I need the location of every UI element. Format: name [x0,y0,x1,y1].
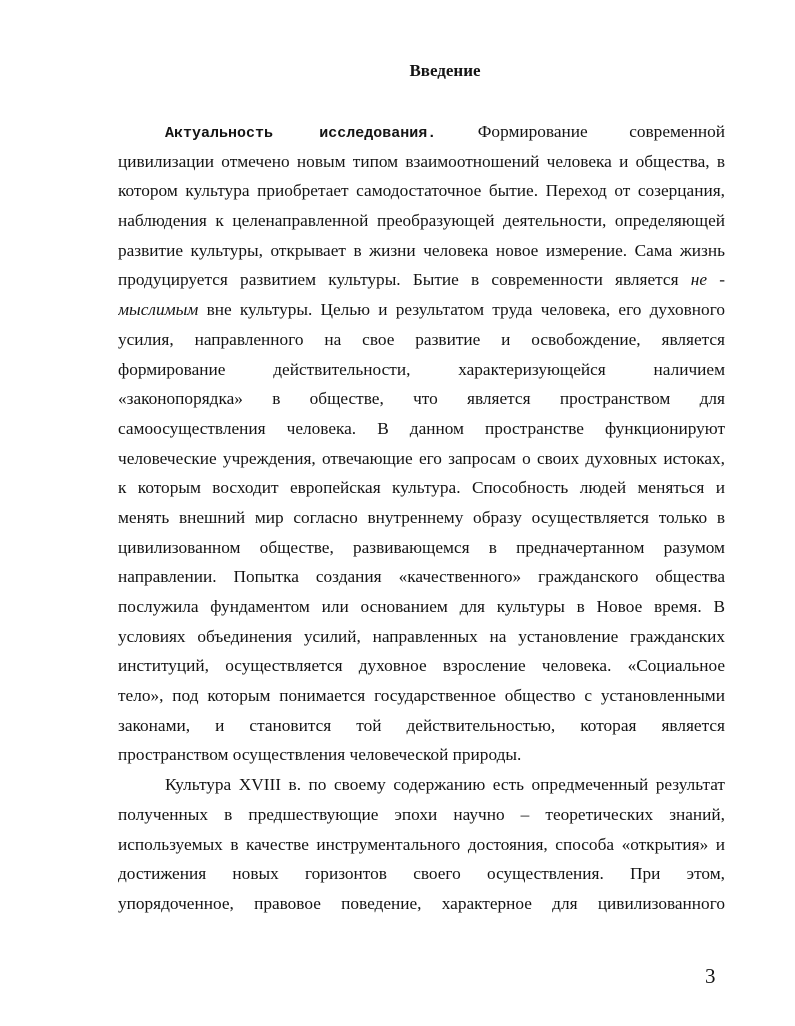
text-line: котором культура приобретает самодостаточное бытие. Переход от созерцания, [118,181,725,201]
text-line: наблюдения к целенаправленной преобразующей деятельности, определяющей [118,211,725,231]
italic-phrase: не - [690,270,725,290]
text-line: условиях объединения усилий, направленных на установление гражданских [118,626,725,646]
text-line: формирование действительности, характеризующейся наличием [118,359,725,379]
text-line: послужила фундаментом или основанием для культуры в Новое время. В [118,597,725,616]
text-line: к которым восходит европейская культура. Способность людей меняться и [118,478,725,498]
text-line: «законопорядка» в обществе, что является пространством для [118,389,725,409]
text-line: цивилизованном обществе, развивающемся в предначертанном разумом [118,537,725,557]
text-line: упорядоченное, правовое поведение, характерное для цивилизованного [118,893,725,913]
text-line: менять внешний мир согласно внутреннему образу осуществляется только в [118,507,725,527]
text-line: человеческие учреждения, отвечающие его запросам о своих духовных истоках, [118,448,725,468]
text-line: развитие культуры, открывает в жизни человека новое измерение. Сама жизнь [118,240,725,260]
text-line: законами, и становится той действительностью, которая является [118,715,725,735]
text-line: пространством осуществления человеческой природы. [118,745,522,765]
text-line: усилия, направленного на свое развитие и освобождение, является [118,329,725,349]
text-line: используемых в качестве инструментального достояния, способа «открытия» и [118,834,725,854]
text-line: самоосуществления человека. В данном пространстве функционируют [118,418,725,438]
text-line: достижения новых горизонтов своего осуществления. При этом, [118,864,725,884]
text-line: мыслимым вне культуры. Целью и результатом труда человека, его духовного [118,300,725,320]
text-line: направлении. Попытка создания «качественного» гражданского общества [118,567,725,587]
text-line: Культура XVIII в. по своему содержанию есть опредмеченный результат [165,775,725,795]
text-line: институций, осуществляется духовное взросление человека. «Социальное [118,656,725,676]
text-line: продуцируется развитием культуры. Бытие в современности является не - [118,270,725,290]
page-number: 3 [705,964,716,988]
text-line: полученных в предшествующие эпохи научно – теоретических знаний, [118,804,725,824]
section-heading: Введение [409,61,481,80]
lead-phrase: Актуальность исследования. [165,125,437,142]
document-body [118,117,725,919]
italic-phrase: мыслимым [118,300,199,320]
text-line: цивилизации отмечено новым типом взаимоотношений человека и общества, в [118,151,725,171]
text-line: Актуальность исследования. Формирование современной [165,122,725,142]
text-line: тело», под которым понимается государственное общество с установленными [118,686,725,706]
